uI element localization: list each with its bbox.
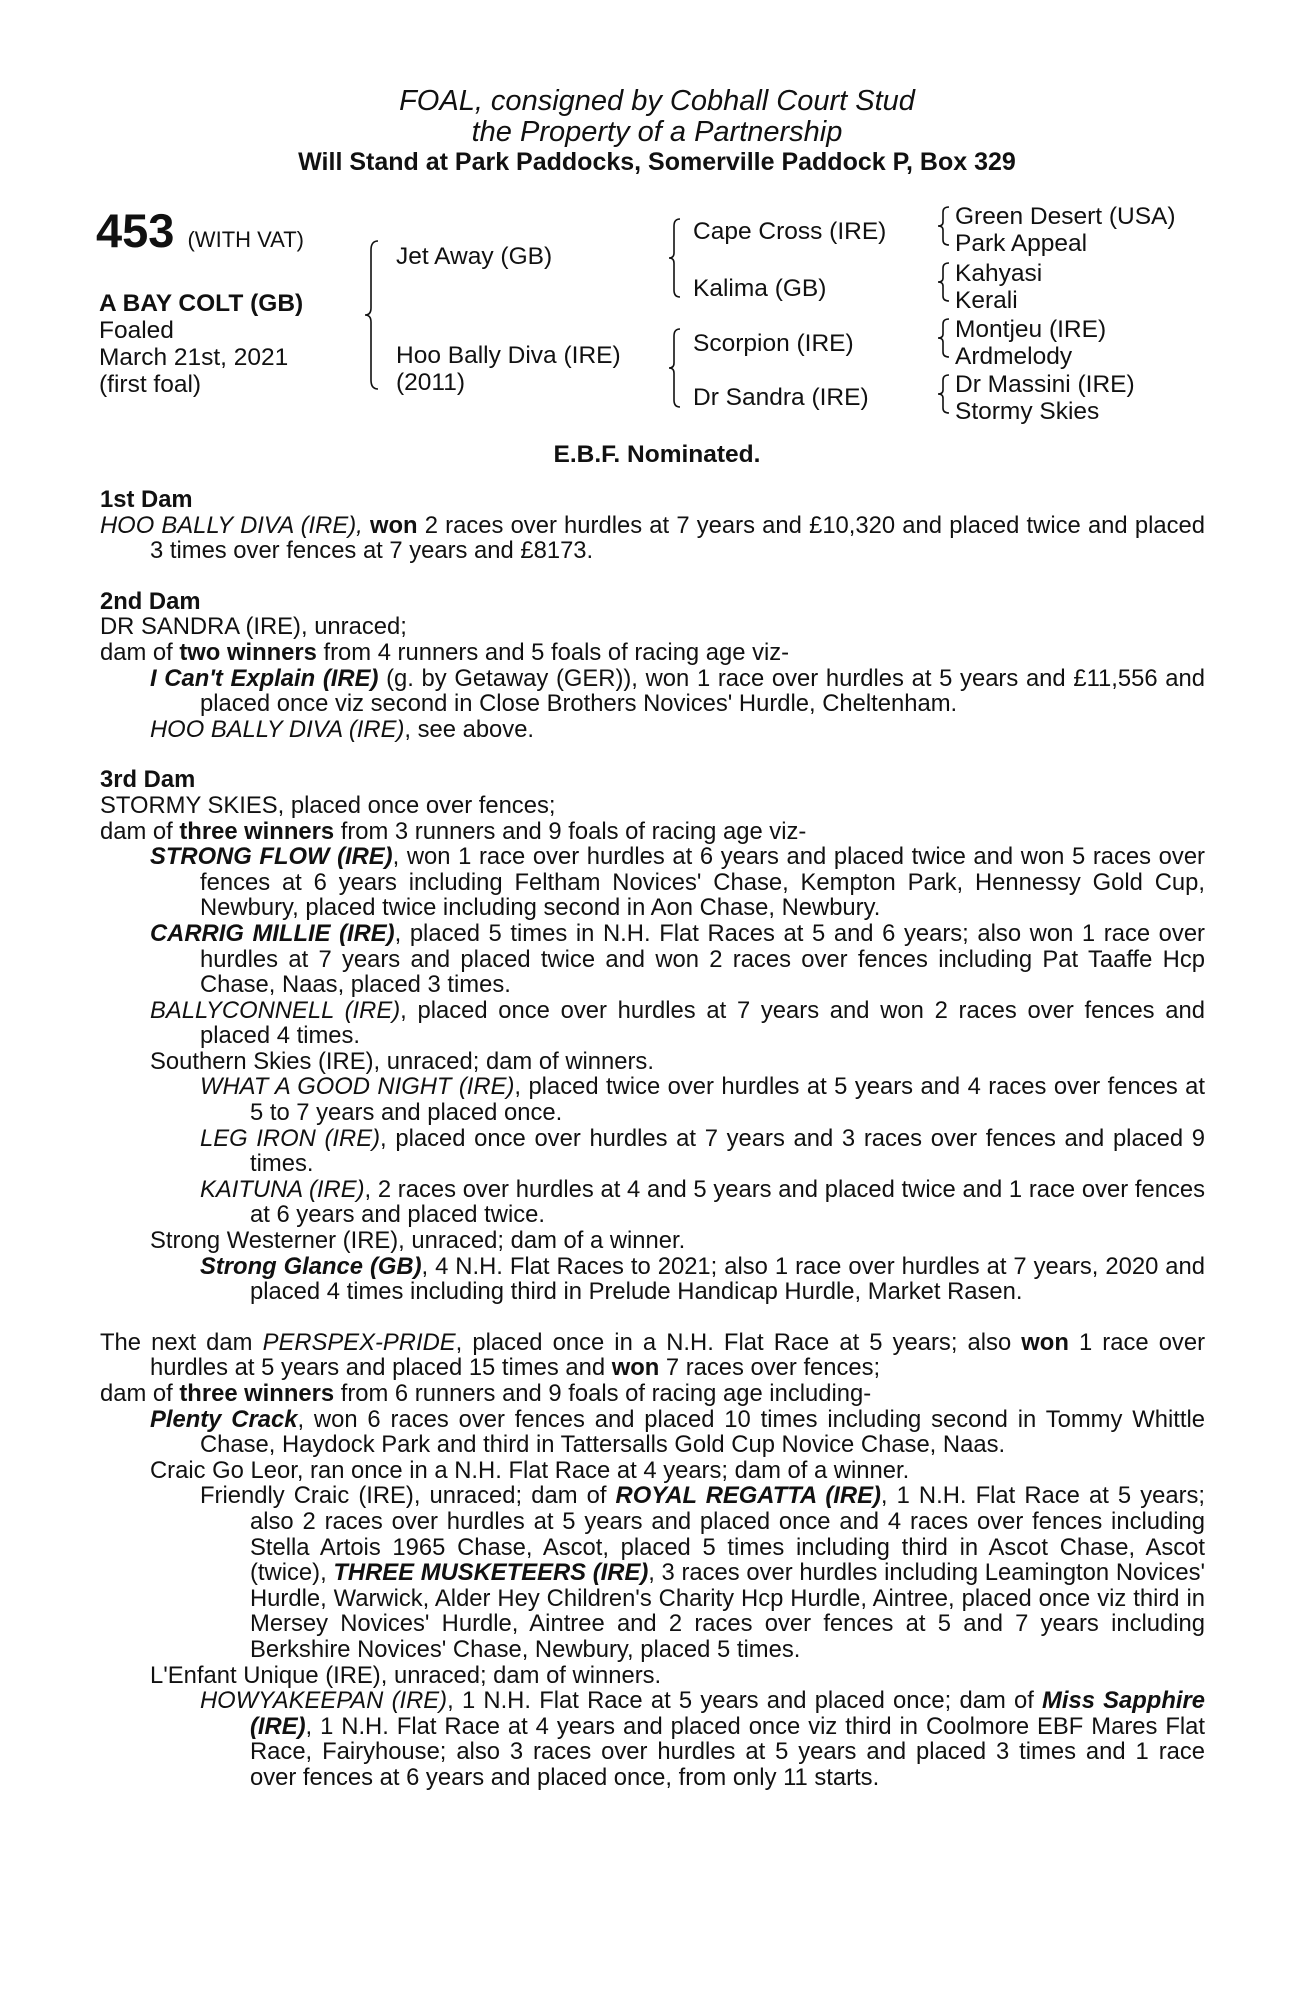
sire-dam-name: Kalima (GB) [693,275,827,302]
produce-name: CARRIG MILLIE (IRE) [150,919,395,947]
dam-of-suffix: from 3 runners and 9 foals of racing age viz- [334,817,807,845]
next-dam-text-a: , placed once in a N.H. Flat Race at 5 years; also [455,1328,1022,1356]
gg-sire-3: Montjeu (IRE) [955,316,1107,343]
pedigree-notes [100,487,1205,1791]
next-dam-produce-3: L'Enfant Unique (IRE), unraced; dam of winners. [150,1661,662,1689]
lot-number: 453 [96,204,175,257]
third-dam-produce-1 [100,844,1205,921]
third-dam-heading: 3rd Dam [100,766,196,794]
dam-of-prefix: dam of [100,817,180,845]
stabling-line: Will Stand at Park Paddocks, Somerville Paddock P, Box 329 [298,148,1016,176]
third-dam-grandproduce-1 [100,1074,1205,1125]
next-dam-produce-1 [100,1407,1205,1458]
gg-sire-2: Kahyasi [955,260,1043,287]
produce-text: , 3 races over hurdles including Leamington Novices' Hurdle, Warwick, Alder Hey Children's Charity Hcp Hurdle, Aintree, placed once viz third in Mersey Novices' Hurdle, Aintree and 2 races over fences at 5 and 7 years including Berkshire Novices' Chase, Newbury, placed 5 times. [250,1559,1206,1663]
next-dam-name: PERSPEX-PRIDE [262,1328,456,1356]
produce-name: WHAT A GOOD NIGHT (IRE) [200,1073,515,1101]
pedigree-brace-g3 [937,318,951,358]
dam-sire-name: Scorpion (IRE) [693,330,854,357]
second-dam-produce-summary [100,640,1205,666]
ebf-nomination: E.B.F. Nominated. [553,441,761,468]
produce-text: Friendly Craic (IRE), unraced; dam of [200,1482,616,1510]
next-dam-won-1: won [1021,1328,1069,1356]
dam-name: Hoo Bally Diva (IRE) [396,342,621,369]
third-dam-grandproduce-3 [100,1177,1205,1228]
produce-name: STRONG FLOW (IRE) [150,843,393,871]
third-dam-produce-summary [100,819,1205,845]
second-dam-produce-1 [100,666,1205,717]
lot-number-block [96,206,304,265]
next-dam-grandproduce-1 [100,1483,1205,1662]
produce-name: Miss Sapphire (IRE) [250,1687,1205,1740]
gg-dam-4: Stormy Skies [955,398,1100,425]
produce-name: BALLYCONNELL (IRE) [150,996,401,1024]
produce-text: , see above. [404,715,535,743]
dam-year: (2011) [396,369,466,396]
produce-text: , 4 N.H. Flat Races to 2021; also 1 race over hurdles at 7 years, 2020 and placed 4 times including third in Prelude Handicap Hurdle, Market Rasen. [250,1252,1206,1306]
sire-sire-name: Cape Cross (IRE) [693,218,887,245]
produce-name: Strong Glance (GB) [200,1252,422,1280]
gg-sire-4: Dr Massini (IRE) [955,371,1135,398]
dam-of-suffix: from 4 runners and 5 foals of racing age viz- [316,638,790,666]
produce-text: , placed twice over hurdles at 5 years and 4 races over fences at 5 to 7 years and placed once. [250,1073,1205,1127]
third-dam-grandproduce-4 [100,1254,1205,1305]
produce-text: , placed once over hurdles at 7 years and 3 races over fences and placed 9 times. [250,1124,1205,1178]
first-dam-text: 2 races over hurdles at 7 years and £10,320 and placed twice and placed 3 times over fences at 7 years and £8173. [150,511,1205,565]
produce-name: I Can't Explain (IRE) [150,664,379,692]
winners-count: two winners [179,638,317,666]
next-dam-prefix: The next dam [100,1328,263,1356]
gg-sire-1: Green Desert (USA) [955,203,1176,230]
produce-text: , 1 N.H. Flat Race at 4 years and placed once viz third in Coolmore EBF Mares Flat Race, Fairyhouse; also 3 races over hurdles at 5 years and placed 3 times and 1 race over fences at 6 years and placed once, from only 11 starts. [250,1712,1205,1791]
produce-text: , 1 N.H. Flat Race at 5 years; also 2 races over hurdles at 5 years and placed once and 4 races over fences including Stella Artois 1965 Chase, Ascot, placed 5 times including third in Ascot Chase, Ascot (twice), [250,1482,1206,1587]
foaled-label: Foaled [99,317,174,344]
pedigree-brace-g1 [937,206,951,246]
next-dam-won-2: won [611,1354,660,1382]
third-dam-produce-4: Southern Skies (IRE), unraced; dam of winners. [150,1047,654,1075]
pedigree-brace-main [364,240,380,390]
third-dam-line: STORMY SKIES, placed once over fences; [100,791,556,819]
third-dam-produce-2 [100,921,1205,998]
next-dam-line [100,1330,1205,1381]
next-dam-produce-2: Craic Go Leor, ran once in a N.H. Flat Race at 4 years; dam of a winner. [150,1456,910,1484]
produce-name: KAITUNA (IRE) [200,1175,365,1203]
first-dam-heading: 1st Dam [100,486,193,513]
gg-dam-1: Park Appeal [955,230,1088,257]
pedigree-brace-dam [668,328,682,408]
gg-dam-2: Kerali [955,287,1018,314]
first-dam-name: HOO BALLY DIVA (IRE), [100,511,363,539]
produce-text: , won 1 race over hurdles at 6 years and placed twice and won 5 races over fences at 6 years including Feltham Novices' Chase, Kempton Park, Hennessy Gold Cup, Newbury, placed twice including second in Aon Chase, Newbury. [200,843,1205,922]
dam-of-suffix: from 6 runners and 9 foals of racing age including- [334,1380,872,1407]
pedigree-brace-g4 [937,374,951,414]
third-dam-grandproduce-2 [100,1126,1205,1177]
third-dam-produce-3 [100,998,1205,1049]
produce-name: HOO BALLY DIVA (IRE) [150,715,405,743]
produce-name: Plenty Crack [150,1405,298,1433]
consignor-line: FOAL, consigned by Cobhall Court Stud [399,85,915,117]
second-dam-line: DR SANDRA (IRE), unraced; [100,613,407,641]
first-dam-entry [100,513,1205,564]
produce-name: THREE MUSKETEERS (IRE) [333,1559,649,1587]
produce-text: , 2 races over hurdles at 4 and 5 years and placed twice and 1 race over fences at 6 years and placed twice. [250,1175,1205,1229]
second-dam-heading: 2nd Dam [100,587,201,615]
produce-name: ROYAL REGATTA (IRE) [615,1482,881,1510]
sire-name: Jet Away (GB) [396,243,553,270]
third-dam-produce-5: Strong Westerner (IRE), unraced; dam of a winner. [150,1227,686,1255]
pedigree-brace-sire [668,218,682,298]
dam-dam-name: Dr Sandra (IRE) [693,384,869,411]
gg-dam-3: Ardmelody [955,343,1073,370]
second-dam-produce-2 [100,717,1205,743]
winners-count: three winners [179,817,335,845]
produce-text: , placed 5 times in N.H. Flat Races at 5 and 6 years; also won 1 race over hurdles at 7 years and placed twice and won 2 races over fences including Pat Taaffe Hcp Chase, Naas, placed 3 times. [200,919,1205,999]
next-dam-produce-summary [100,1381,1205,1407]
pedigree-brace-g2 [937,262,951,302]
horse-name: A BAY COLT (GB) [99,290,304,317]
foal-note: (first foal) [99,371,202,398]
property-line: the Property of a Partnership [471,116,843,148]
dam-of-prefix: dam of [100,638,180,666]
foaled-date: March 21st, 2021 [99,344,289,371]
produce-text: , won 6 races over fences and placed 10 times including second in Tommy Whittle Chase, Haydock Park and third in Tattersalls Gold Cup Novice Chase, Naas. [200,1405,1205,1459]
next-dam-text-c: 7 races over fences; [659,1354,881,1382]
produce-text: , 1 N.H. Flat Race at 5 years and placed once; dam of [447,1687,1043,1715]
produce-name: HOWYAKEEPAN (IRE) [200,1687,448,1715]
produce-text: , placed once over hurdles at 7 years and won 2 races over fences and placed 4 times. [200,996,1206,1050]
dam-of-prefix: dam of [100,1380,180,1407]
produce-text: (g. by Getaway (GER)), won 1 race over hurdles at 5 years and £11,556 and placed once viz second in Close Brothers Novices' Hurdle, Cheltenham. [200,664,1205,718]
next-dam-text-b: 1 race over hurdles at 5 years and placed 15 times and [150,1328,1205,1382]
vat-label: (WITH VAT) [187,227,304,252]
winners-count: three winners [179,1380,335,1407]
next-dam-grandproduce-2 [100,1688,1205,1790]
first-dam-won: won [369,511,418,539]
produce-name: LEG IRON (IRE) [200,1124,381,1152]
